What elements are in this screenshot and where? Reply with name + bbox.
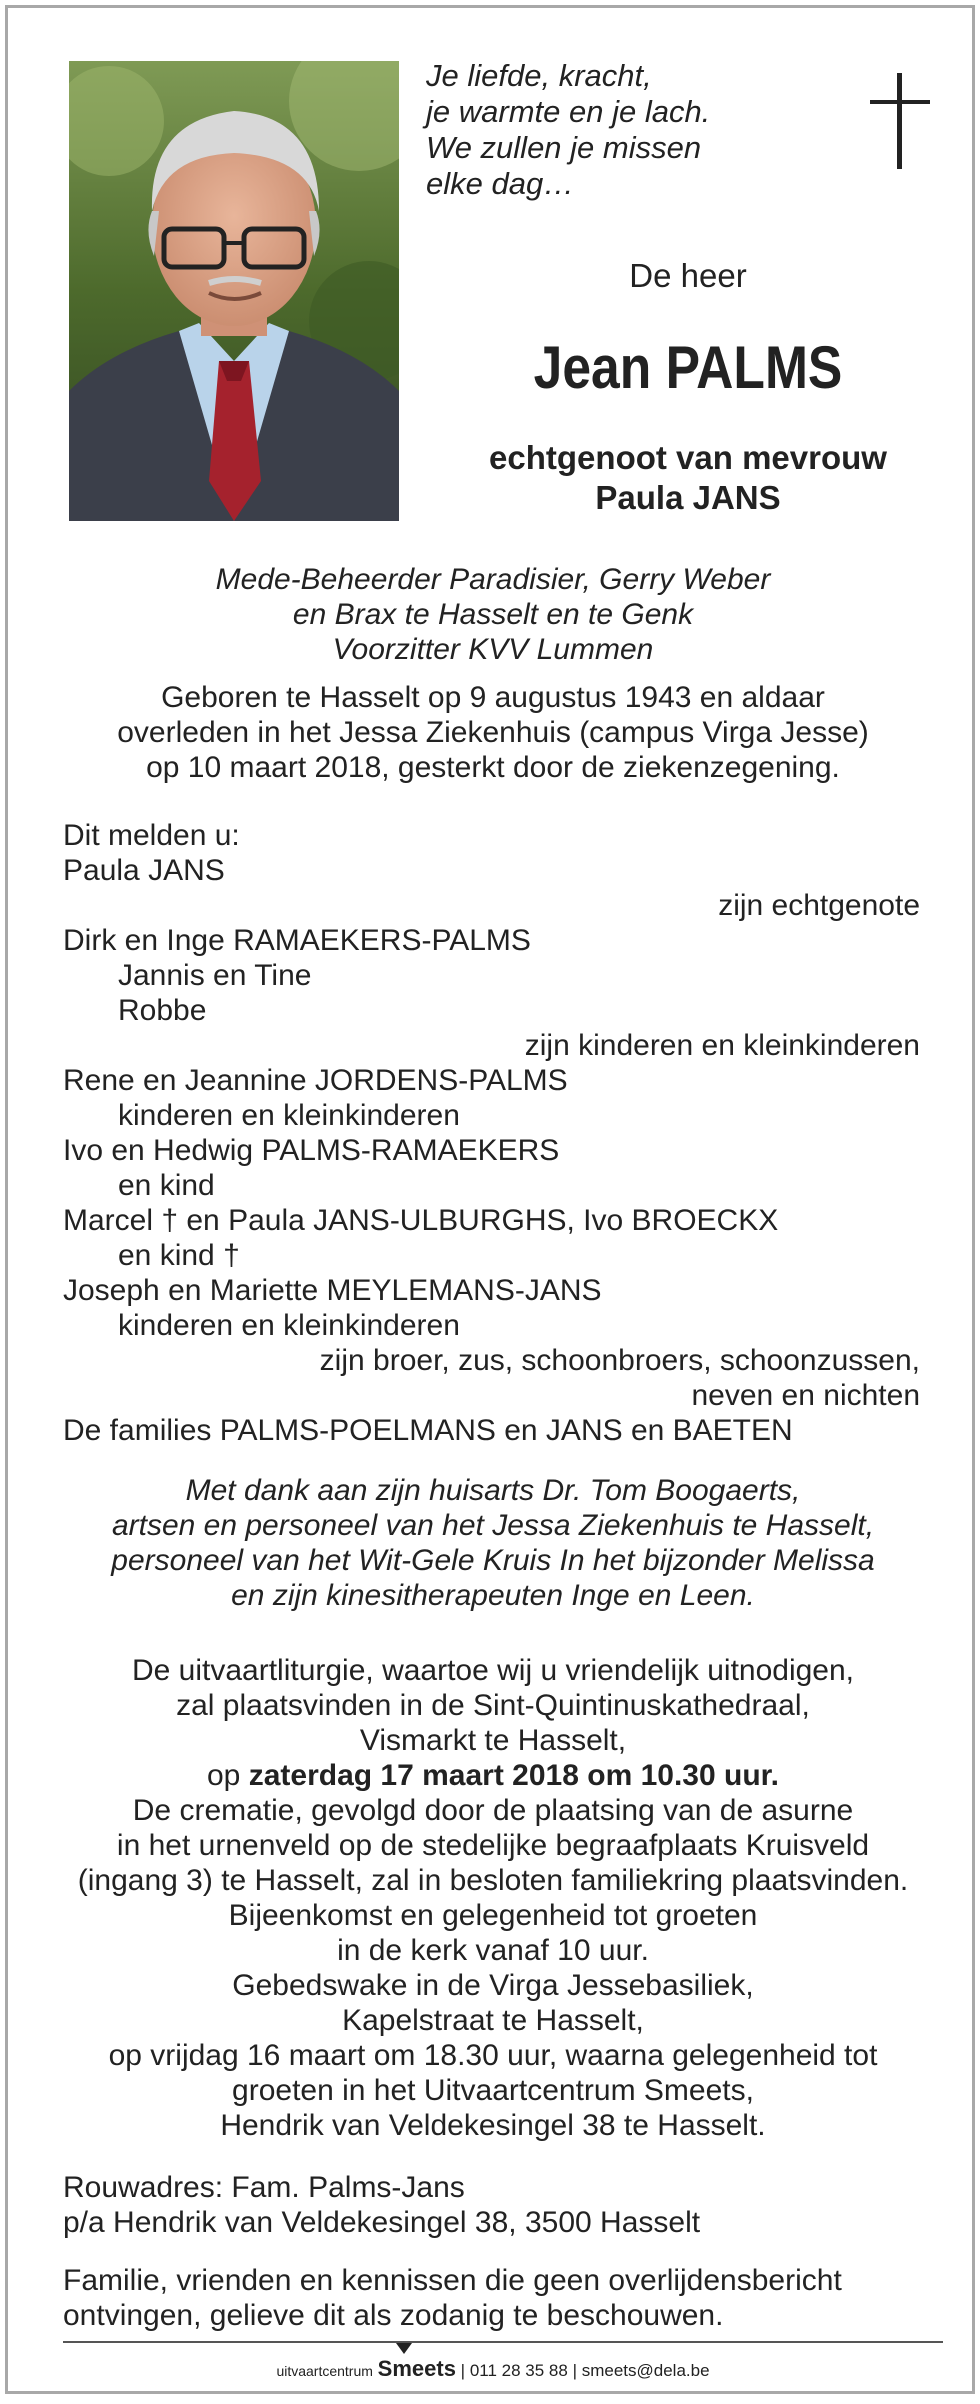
- funeral-date: zaterdag 17 maart 2018 om 10.30 uur.: [248, 1759, 779, 1792]
- thanks-line: en zijn kinesitherapeuten Inge en Leen.: [231, 1579, 755, 1612]
- triangle-marker-icon: [396, 2343, 412, 2354]
- family-relation: neven en nichten: [691, 1379, 920, 1412]
- family-line: Ivo en Hedwig PALMS-RAMAEKERS: [63, 1134, 560, 1167]
- deceased-name: Jean PALMS: [533, 334, 843, 401]
- family-line: en kind †: [118, 1239, 240, 1272]
- obituary-card: [5, 5, 975, 2394]
- notice-block: [63, 2263, 943, 2333]
- footer-brand-name: Smeets: [377, 2356, 456, 2381]
- role-line: en Brax te Hasselt en te Genk: [292, 598, 694, 631]
- poem-line: elke dag…: [426, 166, 575, 201]
- poem: [426, 58, 806, 202]
- birth-death-block: [8, 680, 978, 785]
- family-list: [8, 818, 978, 1448]
- funeral-line: in het urnenveld op de stedelijke begraafplaats Kruisveld: [116, 1829, 870, 1862]
- portrait-illustration: [69, 61, 399, 521]
- family-line: Paula JANS: [63, 854, 225, 887]
- footer-phone: 011 28 35 88: [469, 2361, 568, 2380]
- footer-separator: |: [460, 2361, 466, 2380]
- funeral-line: zal plaatsvinden in de Sint-Quintinuskathedraal,: [176, 1689, 810, 1722]
- family-line: Jannis en Tine: [118, 959, 312, 992]
- funeral-line: Gebedswake in de Virga Jessebasiliek,: [232, 1969, 754, 2002]
- thanks-block: [8, 1473, 978, 1613]
- poem-line: Je liefde, kracht,: [426, 58, 652, 93]
- poem-line: We zullen je missen: [426, 130, 702, 165]
- family-line: Joseph en Mariette MEYLEMANS-JANS: [63, 1274, 602, 1307]
- funeral-block: [8, 1653, 978, 2143]
- funeral-line: Hendrik van Veldekesingel 38 te Hasselt.: [220, 2109, 766, 2142]
- roles-block: [8, 562, 978, 667]
- family-relation: zijn kinderen en kleinkinderen: [524, 1029, 920, 1062]
- spouse-block: [408, 438, 968, 518]
- portrait-photo: [69, 61, 399, 521]
- funeral-line: De uitvaartliturgie, waartoe wij u vriendelijk uitnodigen,: [131, 1654, 855, 1687]
- thanks-line: artsen en personeel van het Jessa Ziekenhuis te Hasselt,: [111, 1509, 875, 1542]
- poem-line: je warmte en je lach.: [426, 94, 711, 129]
- footer-divider: [63, 2341, 943, 2343]
- funeral-line: De crematie, gevolgd door de plaatsing van de asurne: [132, 1794, 854, 1827]
- notice-line: Familie, vrienden en kennissen die geen overlijdensbericht: [63, 2264, 842, 2297]
- address-line: p/a Hendrik van Veldekesingel 38, 3500 Hasselt: [63, 2206, 701, 2239]
- funeral-line: Vismarkt te Hasselt,: [359, 1724, 627, 1757]
- role-line: Voorzitter KVV Lummen: [332, 633, 654, 666]
- birth-line: op 10 maart 2018, gesterkt door de ziekenzegening.: [146, 751, 840, 784]
- funeral-line: (ingang 3) te Hasselt, zal in besloten familiekring plaatsvinden.: [77, 1864, 909, 1897]
- funeral-line: Kapelstraat te Hasselt,: [342, 2004, 644, 2037]
- family-relation: zijn echtgenote: [718, 889, 920, 922]
- footer-email[interactable]: smeets@dela.be: [581, 2361, 710, 2380]
- mourning-address: [63, 2170, 943, 2240]
- family-line: kinderen en kleinkinderen: [118, 1309, 460, 1342]
- family-line: Marcel † en Paula JANS-ULBURGHS, Ivo BROECKX: [63, 1204, 779, 1237]
- family-line: Dirk en Inge RAMAEKERS-PALMS: [63, 924, 531, 957]
- family-line: Rene en Jeannine JORDENS-PALMS: [63, 1064, 568, 1097]
- family-line: Robbe: [118, 994, 207, 1027]
- spouse-name: Paula JANS: [595, 479, 781, 516]
- funeral-line: in de kerk vanaf 10 uur.: [337, 1934, 649, 1967]
- family-relation: zijn broer, zus, schoonbroers, schoonzussen,: [319, 1344, 920, 1377]
- family-line: Dit melden u:: [63, 819, 240, 852]
- role-line: Mede-Beheerder Paradisier, Gerry Weber: [215, 563, 771, 596]
- address-line: Rouwadres: Fam. Palms-Jans: [63, 2171, 465, 2204]
- funeral-line: op vrijdag 16 maart om 18.30 uur, waarna gelegenheid tot: [108, 2039, 878, 2072]
- family-line: en kind: [118, 1169, 215, 1202]
- salutation: De heer: [629, 257, 747, 294]
- footer: [8, 2355, 978, 2385]
- notice-line: ontvingen, gelieve dit als zodanig te beschouwen.: [63, 2299, 724, 2332]
- spouse-line: echtgenoot van mevrouw: [489, 439, 887, 476]
- birth-line: overleden in het Jessa Ziekenhuis (campus Virga Jesse): [117, 716, 869, 749]
- funeral-date-line: [8, 1758, 978, 1793]
- birth-line: Geboren te Hasselt op 9 augustus 1943 en aldaar: [161, 681, 825, 714]
- family-line: De families PALMS-POELMANS en JANS en BAETEN: [63, 1414, 793, 1447]
- thanks-line: Met dank aan zijn huisarts Dr. Tom Boogaerts,: [185, 1474, 801, 1507]
- funeral-line: Bijeenkomst en gelegenheid tot groeten: [228, 1899, 758, 1932]
- cross-icon: [870, 73, 930, 173]
- footer-separator: |: [572, 2361, 577, 2380]
- thanks-line: personeel van het Wit-Gele Kruis In het bijzonder Melissa: [111, 1544, 875, 1577]
- funeral-date-prefix: op: [207, 1759, 249, 1792]
- family-line: kinderen en kleinkinderen: [118, 1099, 460, 1132]
- footer-brand-small: uitvaartcentrum: [276, 2363, 373, 2379]
- funeral-line: groeten in het Uitvaartcentrum Smeets,: [232, 2074, 754, 2107]
